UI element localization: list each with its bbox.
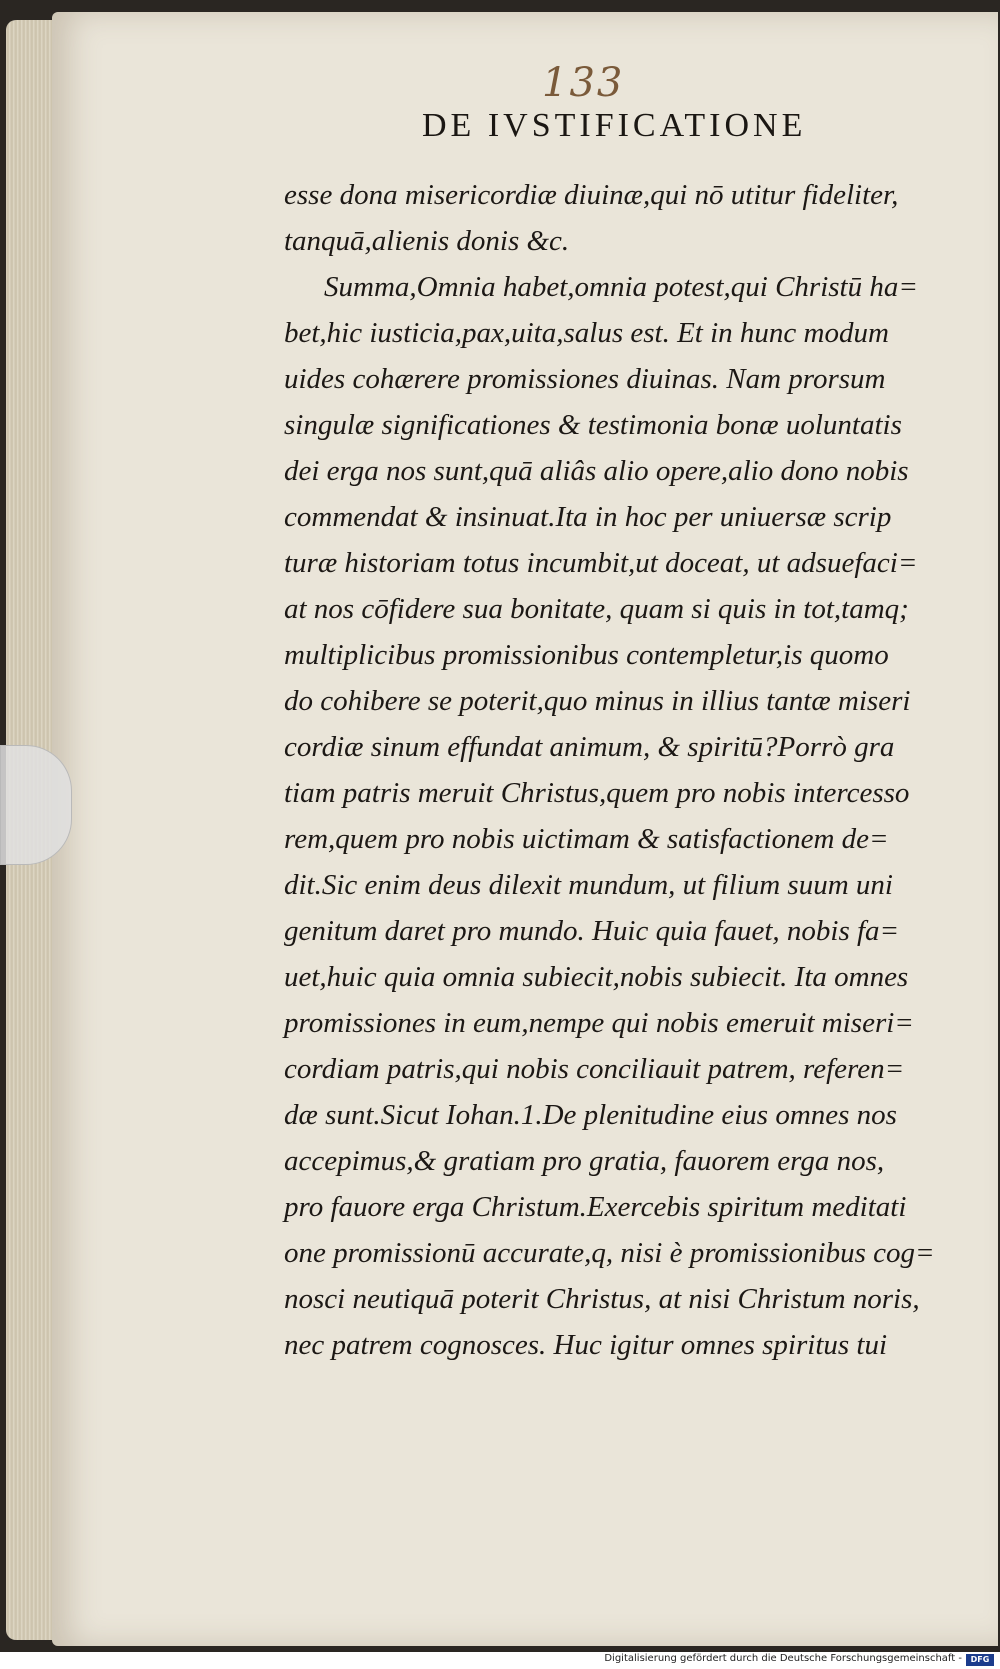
text-line: dei erga nos sunt,quā aliâs alio opere,alio dono nobis [284, 455, 909, 487]
text-line: multiplicibus promissionibus contempletur,is quomo [284, 639, 889, 671]
text-line: commendat & insinuat.Ita in hoc per uniuersæ scrip [284, 501, 892, 533]
dfg-logo-icon: DFG [966, 1654, 994, 1666]
text-line: nosci neutiquā poterit Christus, at nisi Christum noris, [284, 1283, 920, 1315]
text-line: tanquā,alienis donis &c. [284, 225, 570, 257]
text-line: singulæ significationes & testimonia bonæ uoluntatis [284, 409, 902, 441]
text-line: at nos cōfidere sua bonitate, quam si quis in tot,tamq; [284, 593, 909, 625]
bookmark-tab [0, 745, 72, 865]
running-title: DE IVSTIFICATIONE [422, 107, 807, 144]
text-line: pro fauore erga Christum.Exercebis spiritum meditati [284, 1191, 907, 1223]
text-line: uides cohærere promissiones diuinas. Nam prorsum [284, 363, 886, 395]
text-line: genitum daret pro mundo. Huic quia fauet, nobis fa= [284, 915, 900, 947]
text-line: one promissionū accurate,q, nisi è promissionibus cog= [284, 1237, 935, 1269]
page-number: 133 [542, 60, 625, 106]
text-line: promissiones in eum,nempe qui nobis emeruit miseri= [284, 1007, 914, 1039]
text-line: dæ sunt.Sicut Iohan.1.De plenitudine eius omnes nos [284, 1099, 897, 1131]
book-page [52, 12, 998, 1646]
footer-credit: Digitalisierung gefördert durch die Deutsche Forschungsgemeinschaft - [604, 1653, 962, 1664]
text-line: tiam patris meruit Christus,quem pro nobis intercesso [284, 777, 910, 809]
text-line: nec patrem cognosces. Huc igitur omnes spiritus tui [284, 1329, 888, 1361]
text-line: esse dona misericordiæ diuinæ,qui nō utitur fideliter, [284, 179, 899, 211]
footer [0, 1652, 1000, 1669]
text-line: turæ historiam totus incumbit,ut doceat, ut adsuefaci= [284, 547, 918, 579]
text-block [284, 172, 984, 1368]
text-line: rem,quem pro nobis uictimam & satisfactionem de= [284, 823, 889, 855]
text-line: cordiam patris,qui nobis conciliauit patrem, referen= [284, 1053, 905, 1085]
text-line: bet,hic iusticia,pax,uita,salus est. Et in hunc modum [284, 317, 889, 349]
text-line: do cohibere se poterit,quo minus in illius tantæ miseri [284, 685, 911, 717]
text-line: cordiæ sinum effundat animum, & spiritū?Porrò gra [284, 731, 895, 763]
text-line: uet,huic quia omnia subiecit,nobis subiecit. Ita omnes [284, 961, 909, 993]
text-line: accepimus,& gratiam pro gratia, fauorem erga nos, [284, 1145, 885, 1177]
text-line: Summa,Omnia habet,omnia potest,qui Christū ha= [324, 271, 918, 303]
text-line: dit.Sic enim deus dilexit mundum, ut filium suum uni [284, 869, 893, 901]
